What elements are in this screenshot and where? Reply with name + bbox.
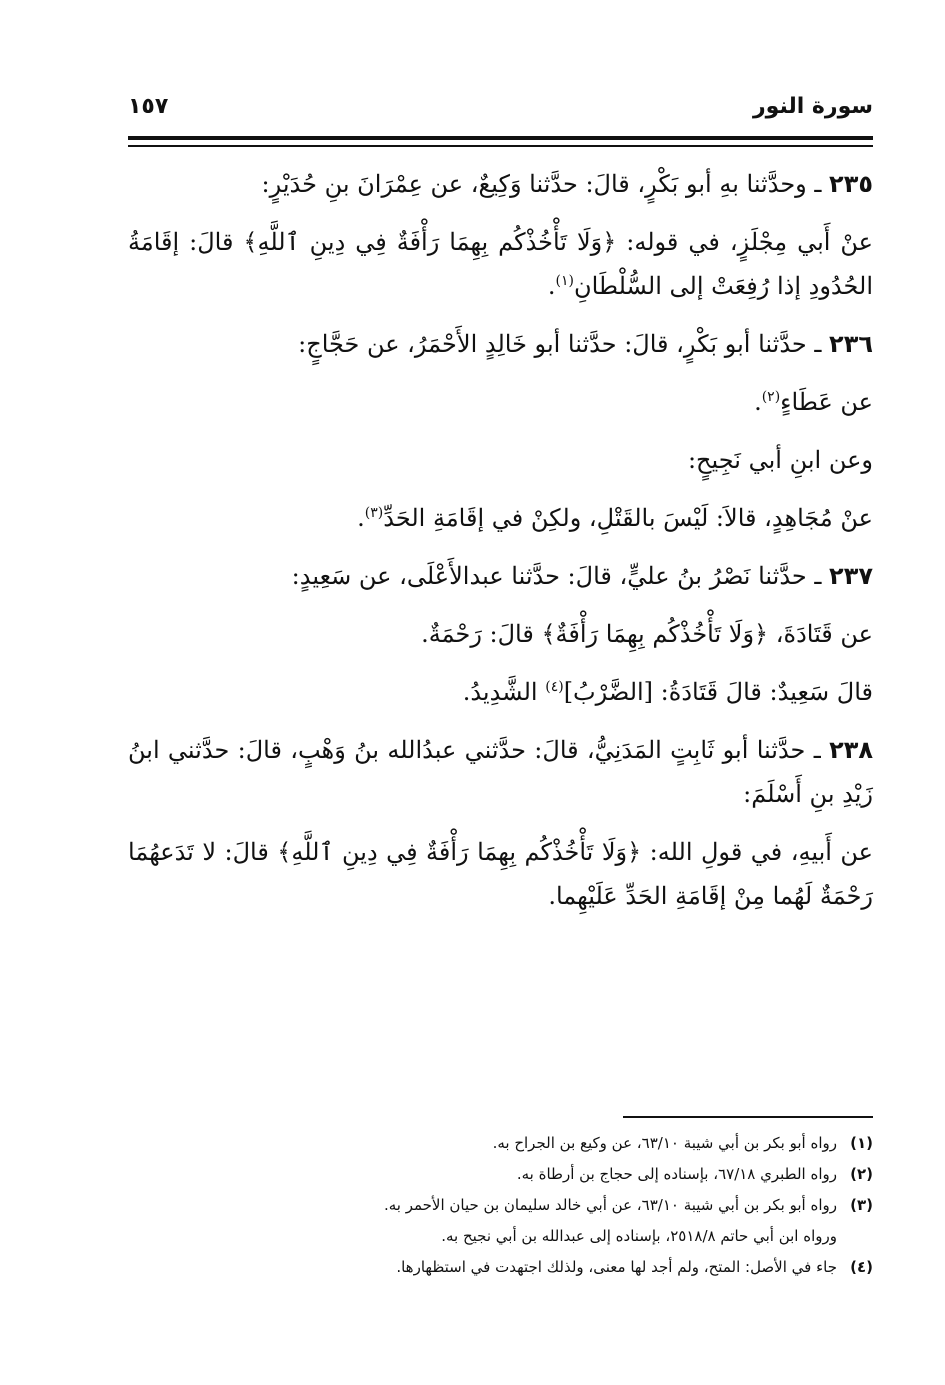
footnote-text: رواه أبو بكر بن أبي شيبة ٦٣/١٠، عن أبي خالد سليمان بن حيان الأحمر به. (383, 1196, 837, 1214)
hadith-number: ٢٣٦ (829, 330, 873, 358)
hadith-number: ٢٣٧ (829, 562, 873, 590)
footnote-number: (٣) (850, 1196, 873, 1214)
paragraph-text: ـ حدَّثنا نَصْرُ بنُ عليٍّ، قالَ: حدَّثنا عبدالأَعْلَى، عن سَعِيدٍ: (291, 562, 830, 590)
paragraph-237 (128, 554, 873, 598)
header-rule-thin (128, 145, 873, 147)
paragraph-text: عن أَبيهِ، في قولِ الله: ﴿وَلَا تَأْخُذْكُم بِهِمَا رَأْفَةٌ فِي دِينِ ٱللَّهِ﴾ قالَ: لا تَدَعهُمَا رَحْمَةٌ لَهُما مِنْ إقَامَةِ الحَدِّ عَلَيْهِما. (128, 838, 873, 910)
header-rule-thick (128, 136, 873, 140)
footnote-text: ورواه ابن أبي حاتم ٢٥١٨/٨، بإسناده إلى عبدالله بن أبي نجيح به. (441, 1227, 837, 1245)
paragraph-237-qatada (128, 612, 873, 656)
main-text (128, 162, 873, 932)
footnote-text: جاء في الأصل: المتح، ولم أجد لها معنى، ولذلك اجتهدت في استظهارها. (396, 1258, 837, 1276)
paragraph-text: ـ حدَّثنا أبو بَكْرٍ، قالَ: حدَّثنا أبو خَالِدٍ الأَحْمَرُ، عن حَجَّاجٍ: (298, 330, 830, 358)
hadith-number: ٢٣٥ (829, 170, 873, 198)
footnote-number: (٤) (850, 1258, 873, 1276)
footnote-rule (623, 1116, 873, 1118)
surah-title: سورة النور (753, 93, 873, 119)
paragraph-ending: . (547, 272, 556, 300)
paragraph-236-ata (128, 380, 873, 424)
footnote-1 (128, 1128, 873, 1159)
paragraph-235 (128, 162, 873, 206)
paragraph-text: عنْ أَبي مِجْلَزٍ، في قوله: ﴿وَلَا تَأْخُذْكُم بِهِمَا رَأْفَةٌ فِي دِينِ ٱللَّهِ﴾ قالَ: إقَامَةُ الحُدُودِ إذا رُفِعَتْ إلى السُّلْطَانِ (128, 228, 873, 300)
page-number: ١٥٧ (128, 93, 169, 119)
paragraph-ending: . (357, 504, 365, 532)
footnote-ref[interactable]: (٣) (364, 505, 384, 521)
footnote-ref[interactable]: (٢) (761, 389, 781, 405)
footnote-3 (128, 1190, 873, 1221)
hadith-number: ٢٣٨ (829, 736, 874, 764)
footnote-number: (١) (850, 1134, 873, 1152)
footnote-2 (128, 1159, 873, 1190)
footnote-4 (128, 1252, 873, 1283)
footnotes (128, 1128, 873, 1283)
page-header (128, 88, 873, 124)
footnote-number: (٢) (850, 1165, 873, 1183)
paragraph-ending: الشَّدِيدُ. (462, 678, 546, 706)
paragraph-text: عن عَطَاءٍ (780, 388, 873, 416)
footnote-ref[interactable]: (٤) (545, 679, 564, 695)
paragraph-236-mujahid (128, 496, 873, 540)
paragraph-text: عنْ مُجَاهِدٍ، قالاَ: لَيْسَ بالقَتْلِ، ولكِنْ في إقَامَةِ الحَدِّ (383, 504, 873, 532)
paragraph-ending: . (754, 388, 762, 416)
paragraph-237-said (128, 670, 873, 714)
paragraph-text: عن قَتَادَةَ، ﴿وَلَا تَأْخُذْكُم بِهِمَا رَأْفَةٌ﴾ قالَ: رَحْمَةٌ. (421, 620, 873, 648)
paragraph-238-matn (128, 830, 873, 918)
paragraph-235-matn (128, 220, 873, 308)
footnote-text: رواه أبو بكر بن أبي شيبة ٦٣/١٠، عن وكيع بن الجراح به. (492, 1134, 837, 1152)
paragraph-text: ـ حدَّثنا أبو ثَابِتٍ المَدَنِيُّ، قالَ: حدَّثني عبدُالله بنُ وَهْبٍ، قالَ: حدَّثني ابنُ زَيْدِ بنِ أَسْلَمَ: (128, 736, 873, 808)
paragraph-text: وعن ابنِ أبي نَجِيحٍ: (687, 446, 873, 474)
paragraph-238 (128, 728, 873, 816)
footnote-text: رواه الطبري ٦٧/١٨، بإسناده إلى حجاج بن أرطاة به. (516, 1165, 837, 1183)
paragraph-236-najih (128, 438, 873, 482)
footnote-3-continued (128, 1221, 873, 1252)
footnote-ref[interactable]: (١) (555, 273, 574, 289)
paragraph-text: قالَ سَعِيدٌ: قالَ قَتَادَةُ: [الضَّرْبُ] (563, 678, 873, 706)
paragraph-text: ـ وحدَّثنا بهِ أبو بَكْرٍ، قالَ: حدَّثنا وَكِيعٌ، عن عِمْرَانَ بنِ حُدَيْرٍ: (261, 170, 830, 198)
paragraph-236 (128, 322, 873, 366)
